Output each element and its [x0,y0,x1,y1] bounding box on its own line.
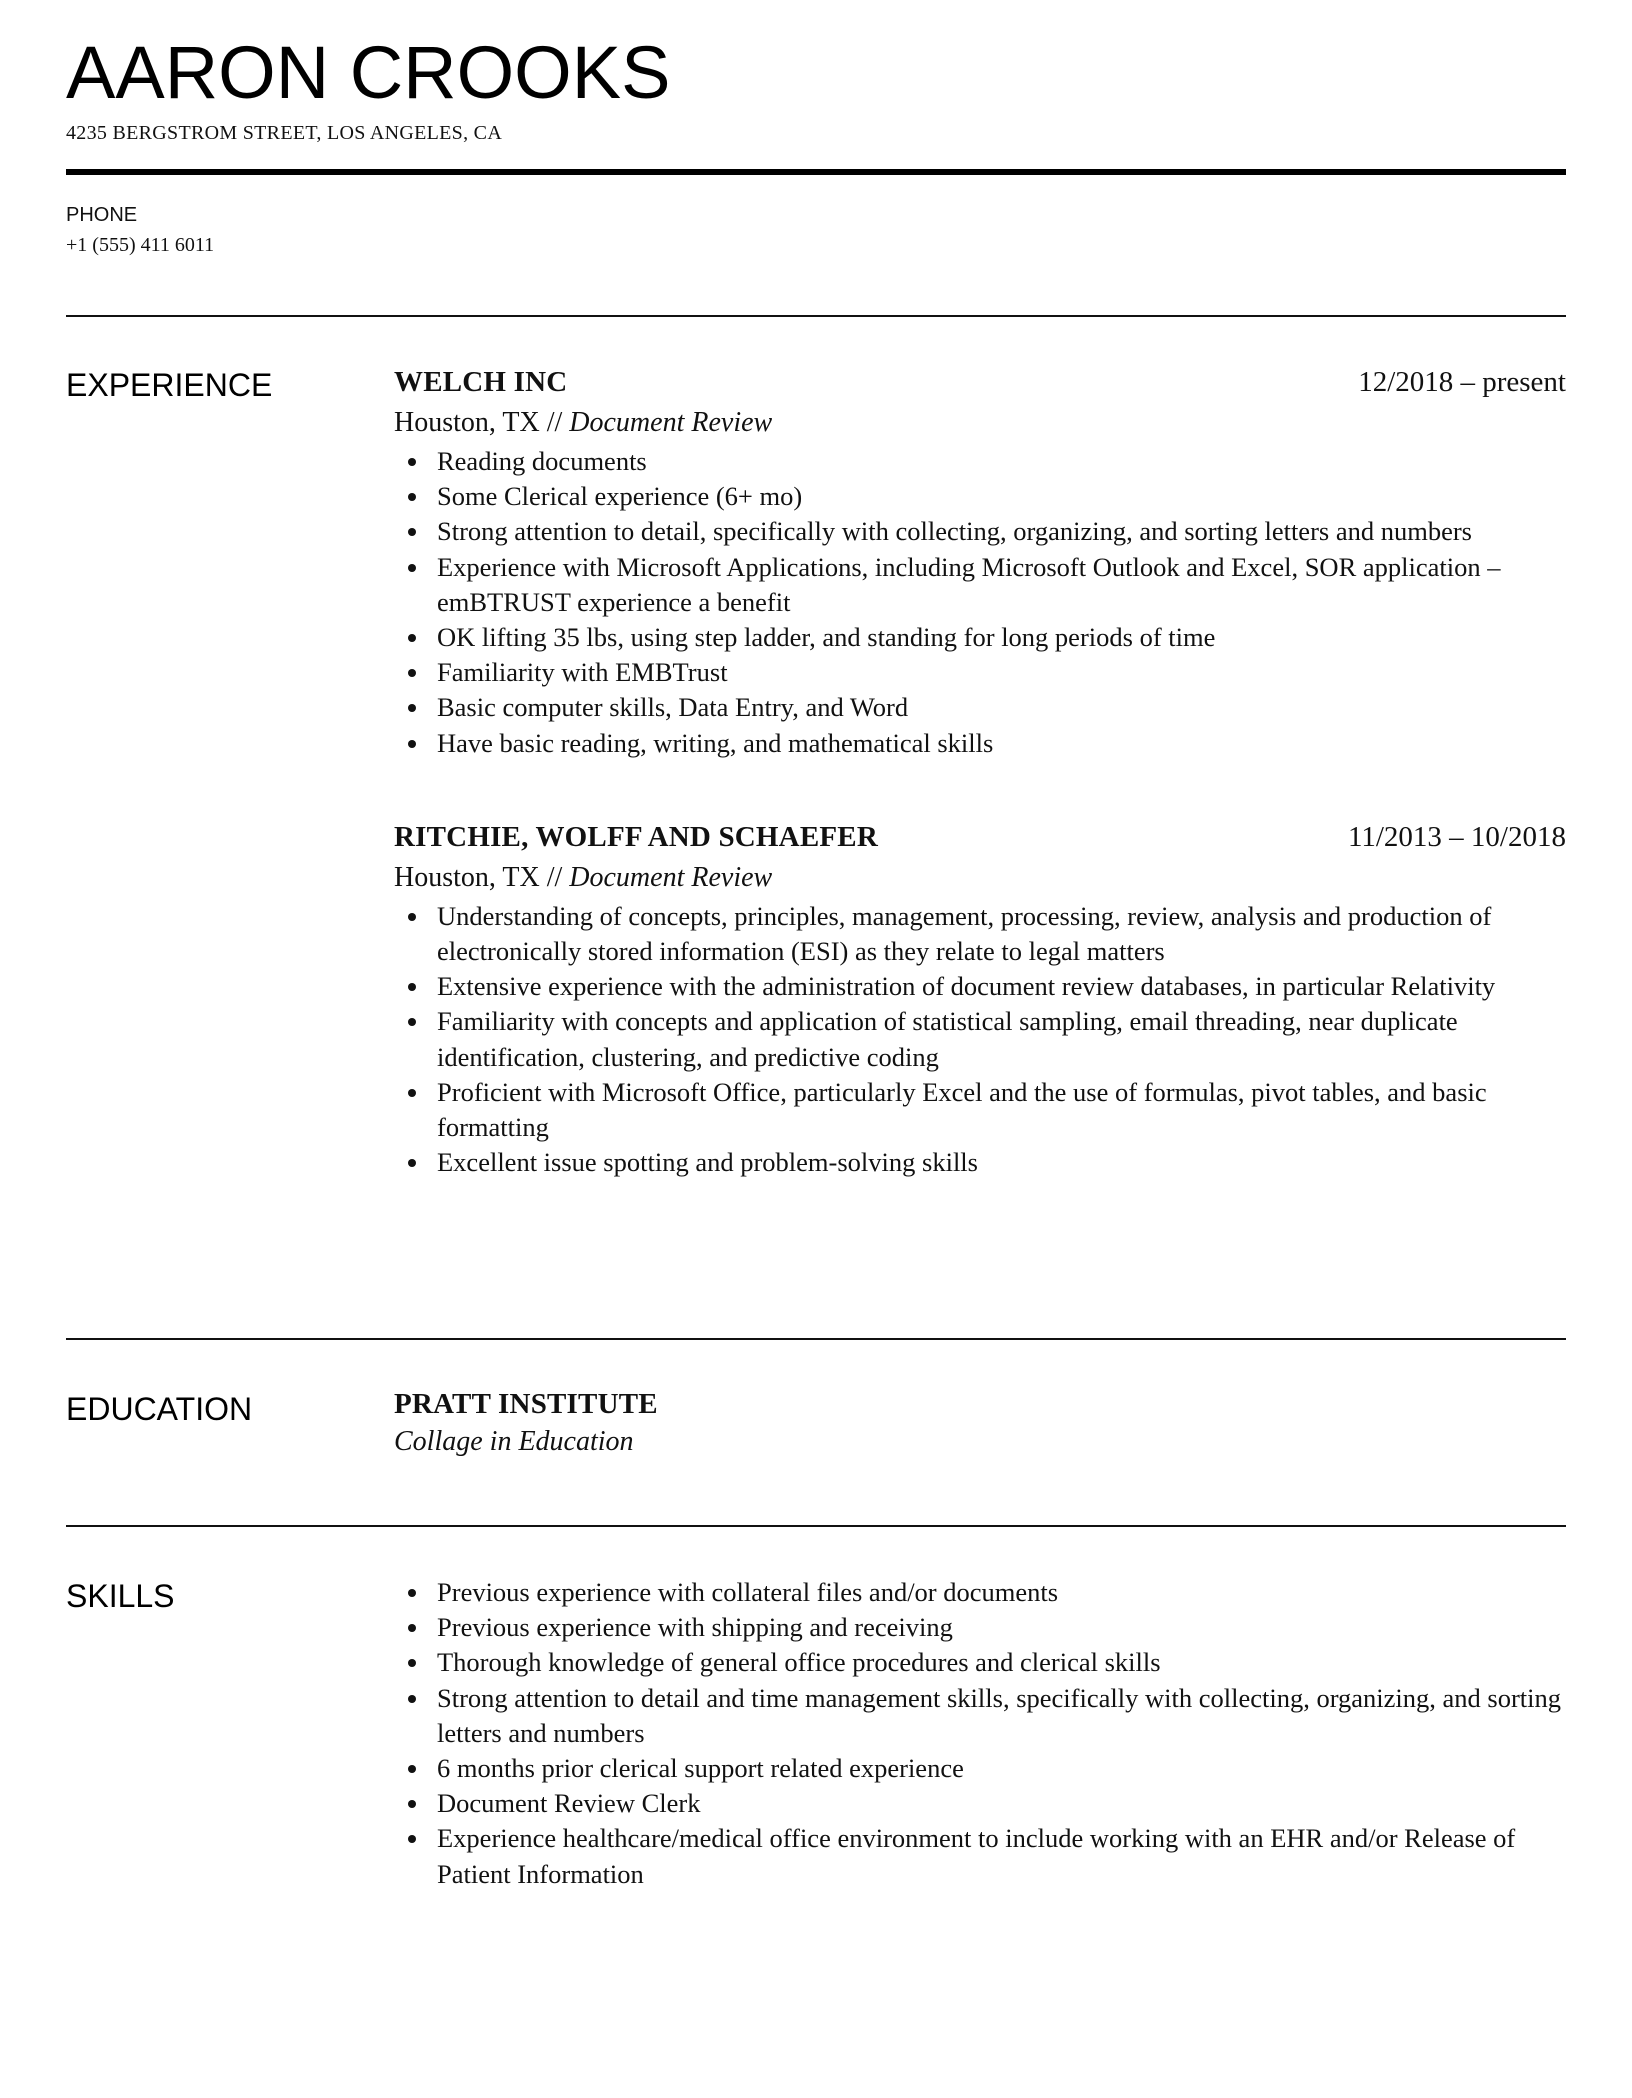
contact-divider [66,315,1566,317]
job-duties-list [394,899,1566,1181]
job-header [394,819,1566,859]
education-divider [66,1525,1566,1527]
bullet-icon [408,704,416,712]
job-subtitle [394,404,1566,442]
list-item: Basic computer skills, Data Entry, and Word [394,690,1566,725]
education-heading: EDUCATION [66,1391,253,1427]
list-item: Familiarity with concepts and application of statistical sampling, email threading, near duplicate identification, clustering, and predictive coding [394,1004,1566,1074]
bullet-icon [408,528,416,536]
bullet-icon [408,669,416,677]
bullet-icon [408,634,416,642]
job-dates: 11/2013 – 10/2018 [1347,820,1566,853]
list-item: Familiarity with EMBTrust [394,655,1566,690]
job-location: Houston, TX [394,861,540,893]
list-item: Document Review Clerk [394,1786,1566,1821]
list-item: 6 months prior clerical support related experience [394,1751,1566,1786]
list-item: Experience with Microsoft Applications, including Microsoft Outlook and Excel, SOR application – emBTRUST experience a benefit [394,550,1566,620]
experience-heading: EXPERIENCE [66,367,273,403]
phone-label: PHONE [66,204,138,226]
job-separator: // [539,861,570,893]
list-item: Understanding of concepts, principles, management, processing, review, analysis and production of electronically stored information (ESI) as they relate to legal matters [394,899,1566,969]
job-role: Document Review [569,407,773,438]
bullet-icon [408,1765,416,1773]
candidate-name: AARON CROOKS [66,31,671,114]
experience-section [394,364,1566,1180]
bullet-icon [408,1589,416,1597]
list-item: Experience healthcare/medical office environment to include working with an EHR and/or Release of Patient Information [394,1821,1566,1891]
list-item: Proficient with Microsoft Office, particularly Excel and the use of formulas, pivot tables, and basic formatting [394,1075,1566,1145]
job-entry-2 [394,819,1566,1181]
experience-divider [66,1338,1566,1340]
bullet-icon [408,1159,416,1167]
bullet-icon [408,458,416,466]
list-item: Strong attention to detail, specifically with collecting, organizing, and sorting letters and numbers [394,514,1566,549]
bullet-icon [408,1624,416,1632]
list-item: Extensive experience with the administration of document review databases, in particular Relativity [394,969,1566,1004]
bullet-icon [408,564,416,572]
list-item: Strong attention to detail and time management skills, specifically with collecting, organizing, and sorting letters and numbers [394,1681,1566,1751]
school-name: PRATT INSTITUTE [394,1388,658,1420]
job-separator: // [539,407,570,438]
candidate-address: 4235 BERGSTROM STREET, LOS ANGELES, CA [66,122,503,144]
list-item: OK lifting 35 lbs, using step ladder, and standing for long periods of time [394,620,1566,655]
bullet-icon [408,1695,416,1703]
skills-heading: SKILLS [66,1578,175,1614]
job-entry-1 [394,364,1566,761]
education-section [394,1386,1566,1462]
bullet-icon [408,1835,416,1843]
list-item: Previous experience with collateral files and/or documents [394,1575,1566,1610]
job-duties-list [394,444,1566,761]
bullet-icon [408,740,416,748]
degree: Collage in Education [394,1426,634,1457]
list-item: Have basic reading, writing, and mathematical skills [394,726,1566,761]
phone-number: +1 (555) 411 6011 [66,234,215,256]
list-item: Some Clerical experience (6+ mo) [394,479,1566,514]
list-item: Previous experience with shipping and receiving [394,1610,1566,1645]
bullet-icon [408,1800,416,1808]
skills-list [394,1575,1566,1892]
header-divider [66,169,1566,175]
bullet-icon [408,1089,416,1097]
bullet-icon [408,1018,416,1026]
list-item: Excellent issue spotting and problem-solving skills [394,1145,1566,1180]
job-company: WELCH INC [394,366,568,398]
job-company: RITCHIE, WOLFF AND SCHAEFER [394,820,878,853]
bullet-icon [408,913,416,921]
bullet-icon [408,983,416,991]
job-role: Document Review [569,861,773,893]
job-subtitle [394,859,1566,897]
job-dates: 12/2018 – present [1358,366,1566,398]
bullet-icon [408,1659,416,1667]
bullet-icon [408,493,416,501]
list-item: Thorough knowledge of general office procedures and clerical skills [394,1645,1566,1680]
skills-section [394,1575,1566,1892]
job-location: Houston, TX [394,407,540,438]
job-header [394,364,1566,404]
list-item: Reading documents [394,444,1566,479]
